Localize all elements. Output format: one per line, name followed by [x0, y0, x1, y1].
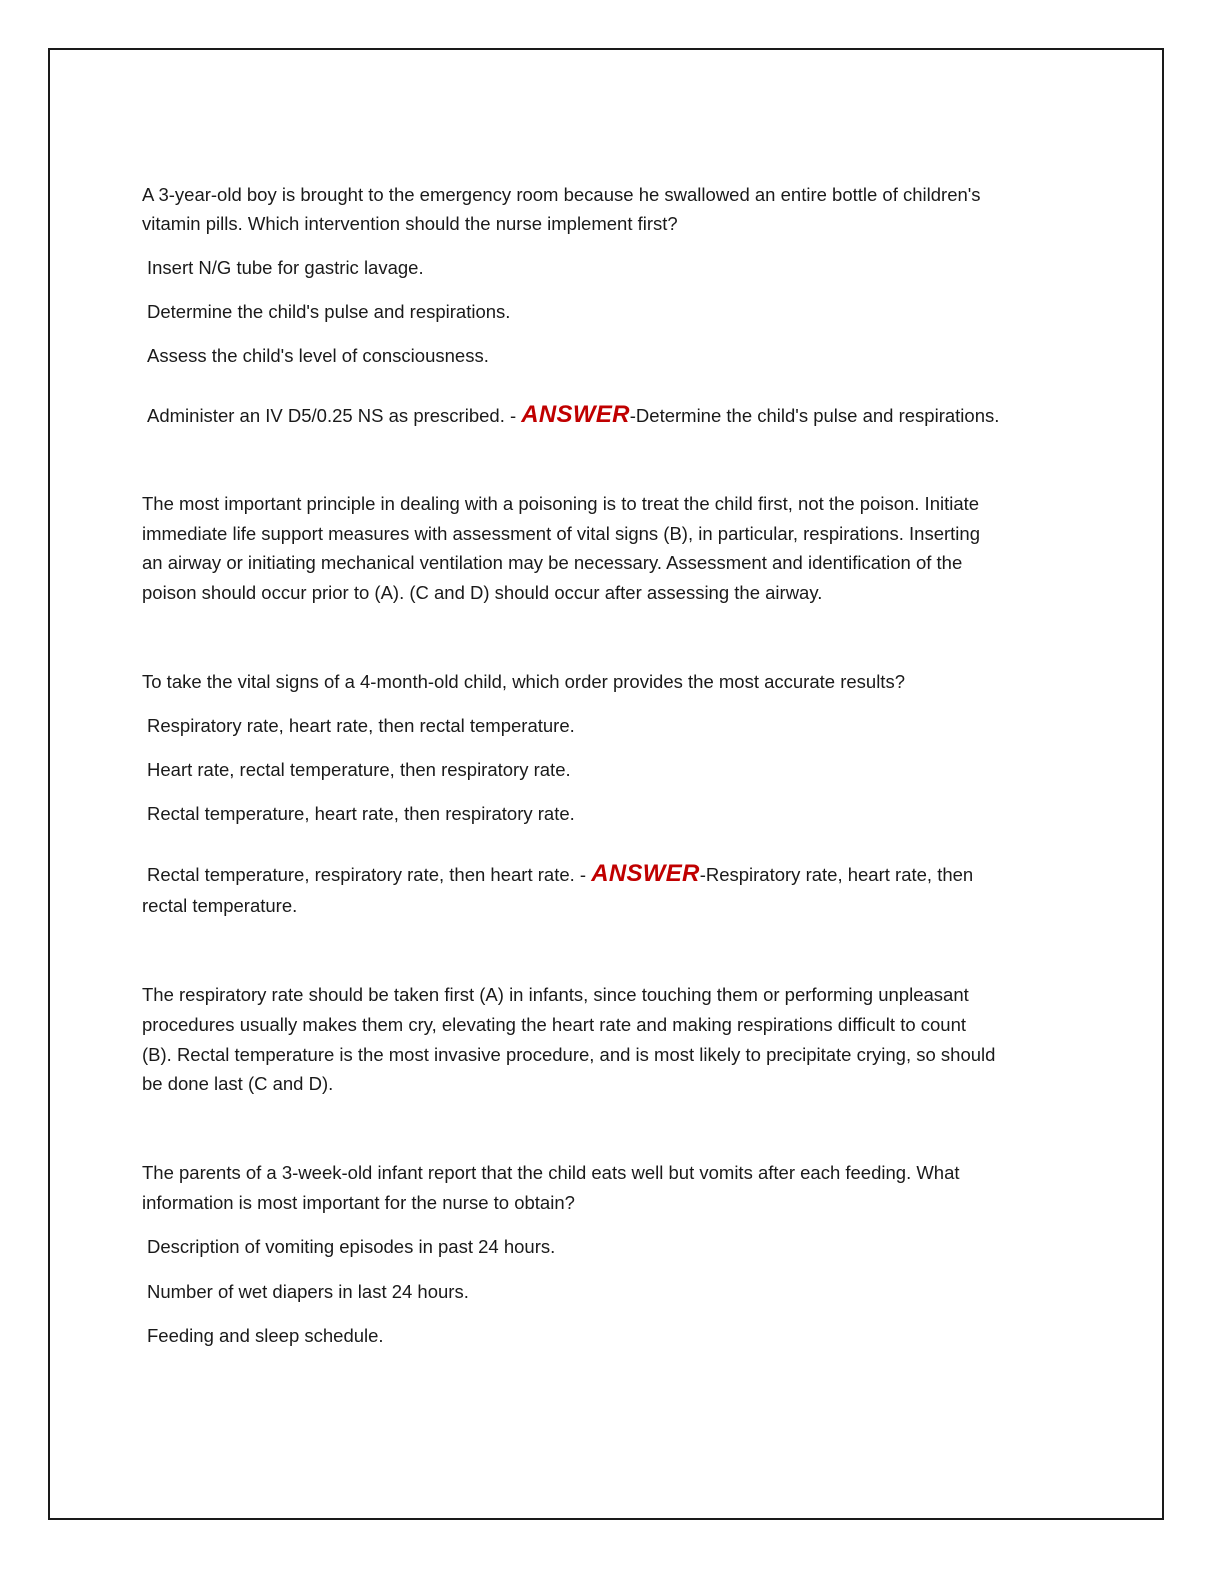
question-3-option-c: Feeding and sleep schedule. [147, 1325, 384, 1346]
question-3-option-b: Number of wet diapers in last 24 hours. [147, 1281, 469, 1302]
question-1-option-a: Insert N/G tube for gastric lavage. [147, 257, 424, 278]
question-2-answer-text-line-1: -Respiratory rate, heart rate, then [699, 864, 974, 885]
question-2-option-a: Respiratory rate, heart rate, then rectal temperature. [147, 715, 575, 736]
question-2-rationale-line-3: (B). Rectal temperature is the most invasive procedure, and is most likely to precipitate crying, so should [142, 1044, 996, 1065]
question-3-option-a: Description of vomiting episodes in past 24 hours. [147, 1236, 556, 1257]
question-2-stem-line-1: To take the vital signs of a 4-month-old child, which order provides the most accurate results? [142, 671, 905, 692]
question-3-stem-line-2: information is most important for the nurse to obtain? [142, 1192, 575, 1213]
question-1-option-d: Administer an IV D5/0.25 NS as prescribed. [147, 405, 505, 426]
question-2-rationale-line-4: be done last (C and D). [142, 1073, 334, 1094]
question-2-option-d-with-answer [147, 859, 1087, 890]
question-2-option-b: Heart rate, rectal temperature, then respiratory rate. [147, 759, 571, 780]
question-1-rationale-line-4: poison should occur prior to (A). (C and D) should occur after assessing the airway. [142, 582, 823, 603]
question-1-stem-line-1: A 3-year-old boy is brought to the emergency room because he swallowed an entire bottle of children's [142, 184, 981, 205]
question-1-rationale-line-2: immediate life support measures with assessment of vital signs (B), in particular, respirations. Inserting [142, 523, 980, 544]
question-1-option-b: Determine the child's pulse and respirations. [147, 301, 511, 322]
question-2-rationale-line-1: The respiratory rate should be taken first (A) in infants, since touching them or performing unpleasant [142, 984, 969, 1005]
answer-separator: - [574, 864, 592, 885]
question-2-answer-text-line-2: rectal temperature. [142, 895, 298, 916]
question-3-stem-line-1: The parents of a 3-week-old infant report that the child eats well but vomits after each feeding. What [142, 1162, 960, 1183]
answer-separator: - [504, 405, 522, 426]
question-2-option-d: Rectal temperature, respiratory rate, then heart rate. [147, 864, 575, 885]
question-1-rationale-line-3: an airway or initiating mechanical ventilation may be necessary. Assessment and identification of the [142, 552, 963, 573]
question-1-answer-text: -Determine the child's pulse and respirations. [629, 405, 1000, 426]
question-2-option-c: Rectal temperature, heart rate, then respiratory rate. [147, 803, 575, 824]
answer-label: ANSWER [521, 401, 630, 428]
answer-label: ANSWER [591, 860, 700, 887]
question-2-rationale-line-2: procedures usually makes them cry, elevating the heart rate and making respirations difficult to count [142, 1014, 967, 1035]
question-1-option-c: Assess the child's level of consciousness. [147, 345, 489, 366]
question-1-rationale-line-1: The most important principle in dealing with a poisoning is to treat the child first, not the poison. Initiate [142, 493, 980, 514]
question-1-stem-line-2: vitamin pills. Which intervention should the nurse implement first? [142, 213, 678, 234]
question-1-option-d-with-answer [147, 400, 1087, 431]
